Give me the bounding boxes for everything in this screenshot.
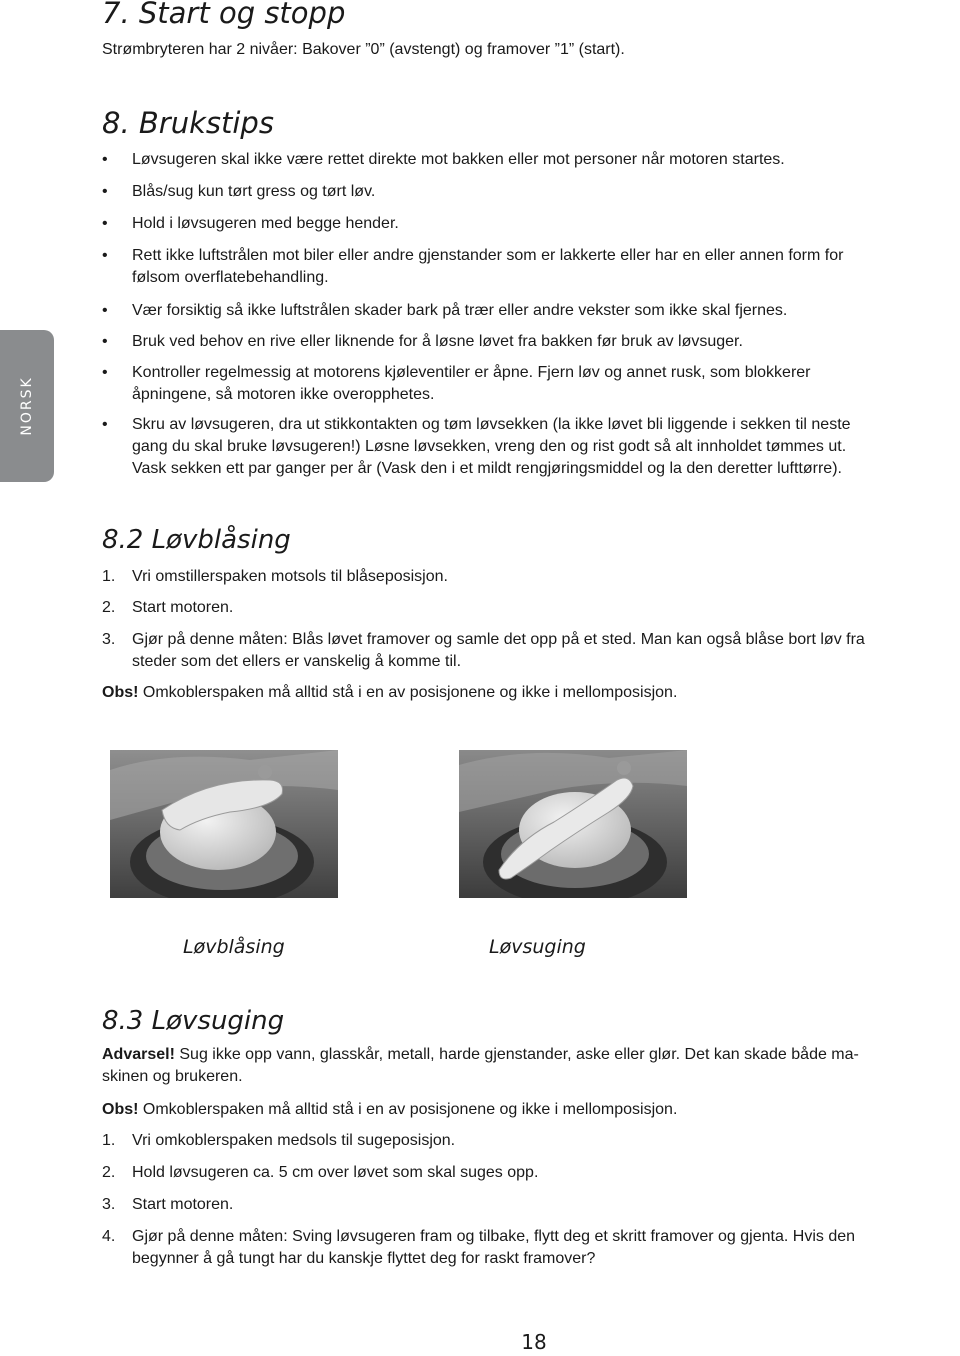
step-number: 4. bbox=[102, 1228, 116, 1245]
step-text: steder som det ellers er vanskelig å komme til. bbox=[132, 653, 462, 670]
warning-line: skinen og brukeren. bbox=[102, 1068, 243, 1085]
warning-line bbox=[102, 1044, 960, 1066]
language-tab bbox=[0, 330, 54, 482]
blowing-caption: Løvblåsing bbox=[183, 936, 285, 958]
section-8-3-heading: 8.3 Løvsuging bbox=[102, 1006, 285, 1036]
section-8-heading: 8. Brukstips bbox=[102, 106, 274, 140]
step-item bbox=[102, 629, 960, 673]
step-text: Hold løvsugeren ca. 5 cm over løvet som skal suges opp. bbox=[132, 1164, 539, 1181]
bullet-text: Blås/sug kun tørt gress og tørt løv. bbox=[132, 183, 376, 200]
step-item bbox=[102, 597, 960, 619]
bullet-item bbox=[102, 245, 960, 289]
warning-label: Advarsel! bbox=[102, 1046, 175, 1063]
step-item bbox=[102, 1162, 960, 1184]
bullet-dot: • bbox=[102, 183, 108, 200]
suction-position-photo bbox=[459, 750, 687, 898]
bullet-dot: • bbox=[102, 416, 108, 433]
note-text: Omkoblerspaken må alltid stå i en av posisjonene og ikke i mellomposisjon. bbox=[138, 1101, 678, 1118]
section-7-heading: 7. Start og stopp bbox=[102, 0, 346, 30]
bullet-item bbox=[102, 362, 960, 406]
bullet-item bbox=[102, 300, 960, 322]
section-8-3-note bbox=[102, 1099, 677, 1121]
bullet-text: Løvsugeren skal ikke være rettet direkte mot bakken eller mot personer når motoren startes. bbox=[132, 151, 785, 168]
bullet-dot: • bbox=[102, 364, 108, 381]
step-number: 2. bbox=[102, 1164, 116, 1181]
note-text: Omkoblerspaken må alltid stå i en av posisjonene og ikke i mellomposisjon. bbox=[138, 684, 678, 701]
bullet-dot: • bbox=[102, 151, 108, 168]
warning-paragraph bbox=[102, 1044, 960, 1088]
step-item bbox=[102, 1130, 960, 1152]
step-number: 1. bbox=[102, 1132, 116, 1149]
bullet-item bbox=[102, 331, 960, 353]
step-text: Gjør på denne måten: Blås løvet framover og samle det opp på et sted. Man kan også blåse bort løv fra bbox=[132, 631, 865, 648]
step-number: 2. bbox=[102, 599, 116, 616]
bullet-text: Hold i løvsugeren med begge hender. bbox=[132, 215, 399, 232]
bullet-item bbox=[102, 414, 960, 480]
section-8-2-note bbox=[102, 682, 677, 704]
bullet-text: Rett ikke luftstrålen mot biler eller andre gjenstander som er lakkerte eller har en eller annen form for bbox=[132, 247, 844, 264]
section-8-2-heading: 8.2 Løvblåsing bbox=[102, 525, 291, 555]
bullet-text: Vask sekken ett par ganger per år (Vask den i et mildt rengjøringsmiddel og la den deretter lufttørre). bbox=[132, 460, 842, 477]
note-label: Obs! bbox=[102, 1101, 139, 1118]
step-item bbox=[102, 1226, 960, 1270]
bullet-dot: • bbox=[102, 333, 108, 350]
bullet-dot: • bbox=[102, 247, 108, 264]
blowing-position-photo bbox=[110, 750, 338, 898]
suction-caption: Løvsuging bbox=[489, 936, 586, 958]
bullet-text: følsom overflatebehandling. bbox=[132, 269, 329, 286]
blowing-lever-illustration bbox=[110, 750, 338, 898]
page-number: 18 bbox=[521, 1330, 547, 1354]
language-tab-label: NORSK bbox=[19, 376, 35, 436]
step-number: 3. bbox=[102, 631, 116, 648]
note-label: Obs! bbox=[102, 684, 139, 701]
bullet-text: Bruk ved behov en rive eller liknende for å løsne løvet fra bakken før bruk av løvsuger. bbox=[132, 333, 743, 350]
step-text: Vri omkoblerspaken medsols til sugeposisjon. bbox=[132, 1132, 456, 1149]
step-item bbox=[102, 566, 960, 588]
bullet-item bbox=[102, 213, 960, 235]
step-text: Start motoren. bbox=[132, 1196, 234, 1213]
suction-lever-illustration bbox=[459, 750, 687, 898]
step-text: begynner å gå tungt har du kanskje flyttet deg for raskt framover? bbox=[132, 1250, 596, 1267]
bullet-dot: • bbox=[102, 302, 108, 319]
bullet-item bbox=[102, 181, 960, 203]
bullet-text: gang du skal bruke løvsugeren!) Løsne løvsekken, vreng den og rist godt så alt innholdet tømmes ut. bbox=[132, 438, 847, 455]
bullet-text: Vær forsiktig så ikke luftstrålen skader bark på trær eller andre vekster som ikke skal fjernes. bbox=[132, 302, 788, 319]
bullet-text: Skru av løvsugeren, dra ut stikkontakten og tøm løvsekken (la ikke løvet bli liggende i sekken til neste bbox=[132, 416, 851, 433]
warning-text: Sug ikke opp vann, glasskår, metall, harde gjenstander, aske eller glør. Det kan skade både ma- bbox=[174, 1046, 859, 1063]
step-item bbox=[102, 1194, 960, 1216]
bullet-item bbox=[102, 149, 960, 171]
step-text: Gjør på denne måten: Sving løvsugeren fram og tilbake, flytt deg et skritt framover og gjenta. Hvis den bbox=[132, 1228, 856, 1245]
step-number: 3. bbox=[102, 1196, 116, 1213]
step-number: 1. bbox=[102, 568, 116, 585]
section-7-text: Strømbryteren har 2 nivåer: Bakover ”0” (avstengt) og framover ”1” (start). bbox=[102, 41, 625, 58]
step-text: Start motoren. bbox=[132, 599, 234, 616]
step-text: Vri omstillerspaken motsols til blåseposisjon. bbox=[132, 568, 448, 585]
bullet-text: Kontroller regelmessig at motorens kjøleventiler er åpne. Fjern løv og annet rusk, som blokkerer bbox=[132, 364, 811, 381]
bullet-dot: • bbox=[102, 215, 108, 232]
bullet-text: åpningene, så motoren ikke overopphetes. bbox=[132, 386, 435, 403]
